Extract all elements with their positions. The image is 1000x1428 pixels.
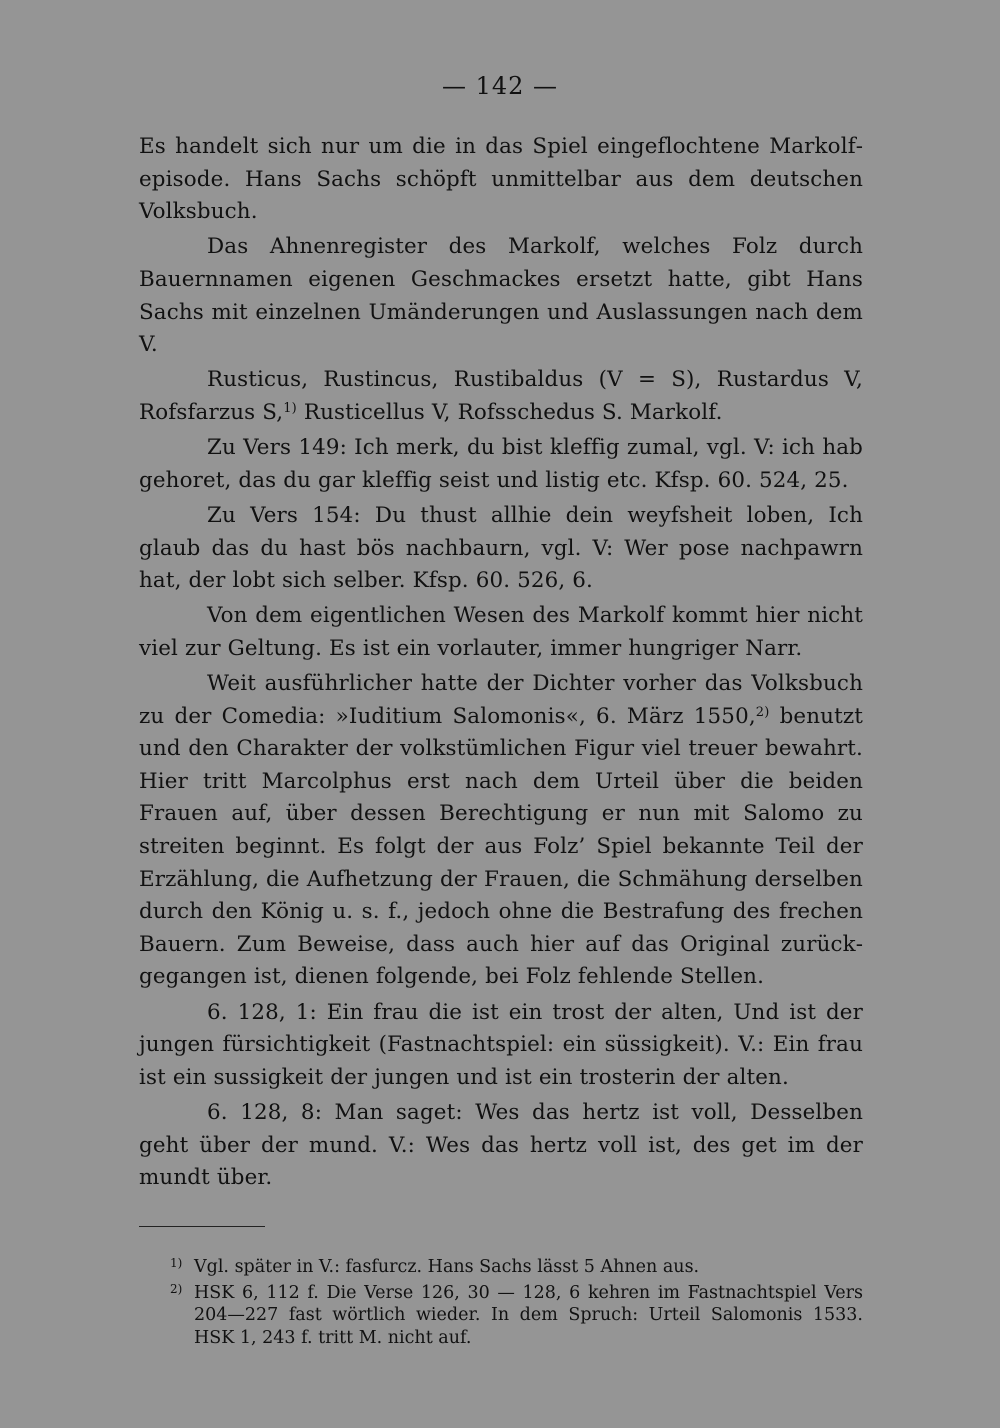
paragraph-comedia <box>139 668 863 994</box>
footnote-1 <box>170 1256 863 1279</box>
footnote-1-text: Vgl. später in V.: fasfurcz. Hans Sachs lässt 5 Ahnen aus. <box>194 1257 700 1277</box>
paragraph-ahnenregister: Das Ahnenregister des Markolf, welches Folz durch Bauernnamen eigenen Geschmackes ersetzt hatte, gibt Hans Sachs mit einzelnen Umänderungen und Auslassungen nach dem V. <box>139 234 863 358</box>
footnote-reference-2: 2) <box>755 704 770 720</box>
paragraph-markolf-episode: Es handelt sich nur um die in das Spiel eingeflochtene Markolfepisode. Hans Sachs schöpft unmittelbar aus dem deutschen Volksbuch. <box>139 134 863 225</box>
comedia-text: Weit ausführlicher hatte der Dichter vorher das Volksbuch zu der Comedia: »Iuditium Salomonis«, 6. März 1550, <box>139 671 863 729</box>
footnote-2 <box>170 1282 863 1350</box>
paragraph-ancestor-names <box>139 364 863 429</box>
paragraph-citation-128-8: 6. 128, 8: Man saget: Wes das hertz ist voll, Desselben geht über der mund. V.: Wes das hertz voll ist, des get im der mundt über. <box>139 1099 863 1191</box>
footnote-reference-1: 1) <box>283 400 297 416</box>
footnote-divider <box>139 1226 265 1227</box>
paragraph-vers-149: Zu Vers 149: Ich merk, du bist kleffig zumal, vgl. V: ich hab gehoret, das du gar kleffig seist und listig etc. Kfsp. 60. 524, 25. <box>139 435 863 493</box>
footnote-2-text: HSK 6, 112 f. Die Verse 126, 30 — 128, 6 kehren im Fastnachtspiel Vers 204—227 fast wörtlich wieder. In dem Spruch: Urteil Salomonis 1533. HSK 1, 243 f. tritt M. nicht auf. <box>194 1282 863 1348</box>
page-number: — 142 — <box>441 72 559 100</box>
footnotes <box>170 1256 863 1352</box>
ancestor-names-text-continued: Rusticellus V, Rofsschedus S. Markolf. <box>296 399 723 425</box>
footnote-1-mark: 1) <box>170 1256 183 1270</box>
ancestor-names-text: Rusticus, Rustincus, Rustibaldus (V = S), Rustardus V, Rofsfarzus S, <box>139 367 863 425</box>
paragraph-citation-128-1: 6. 128, 1: Ein frau die ist ein trost der alten, Und ist der jungen fürsichtigkeit (Fastnachtspiel: ein süssigkeit). V.: Ein frau ist ein sussigkeit der jungen und ist ein trosterin der alten. <box>139 999 863 1090</box>
body-text <box>139 131 863 1197</box>
paragraph-vers-154: Zu Vers 154: Du thust allhie dein weyfsheit loben, Ich glaub das du hast bös nachbaurn, vgl. V: Wer pose nachpawrn hat, der lobt sich selber. Kfsp. 60. 526, 6. <box>139 502 863 594</box>
paragraph-markolf-character: Von dem eigentlichen Wesen des Markolf kommt hier nicht viel zur Geltung. Es ist ein vorlauter, immer hungriger Narr. <box>139 603 863 661</box>
footnote-2-mark: 2) <box>170 1281 183 1296</box>
comedia-text-continued: benutzt und den Charakter der volkstümlichen Figur viel treuer bewahrt. Hier tritt Marcolphus erst nach dem Urteil über die beiden Frauen auf, über dessen Berechtigung er nun mit Salomo zu streiten beginnt. Es folgt der aus Folz’ Spiel bekannte Teil der Erzählung, die Aufhetzung der Frauen, die Schmähung derselben durch den König u. s. f., jedoch ohne die Bestrafung des frechen Bauern. Zum Beweise, dass auch hier auf das Original zurückgegangen ist, dienen folgende, bei Folz fehlende Stellen. <box>139 703 863 990</box>
